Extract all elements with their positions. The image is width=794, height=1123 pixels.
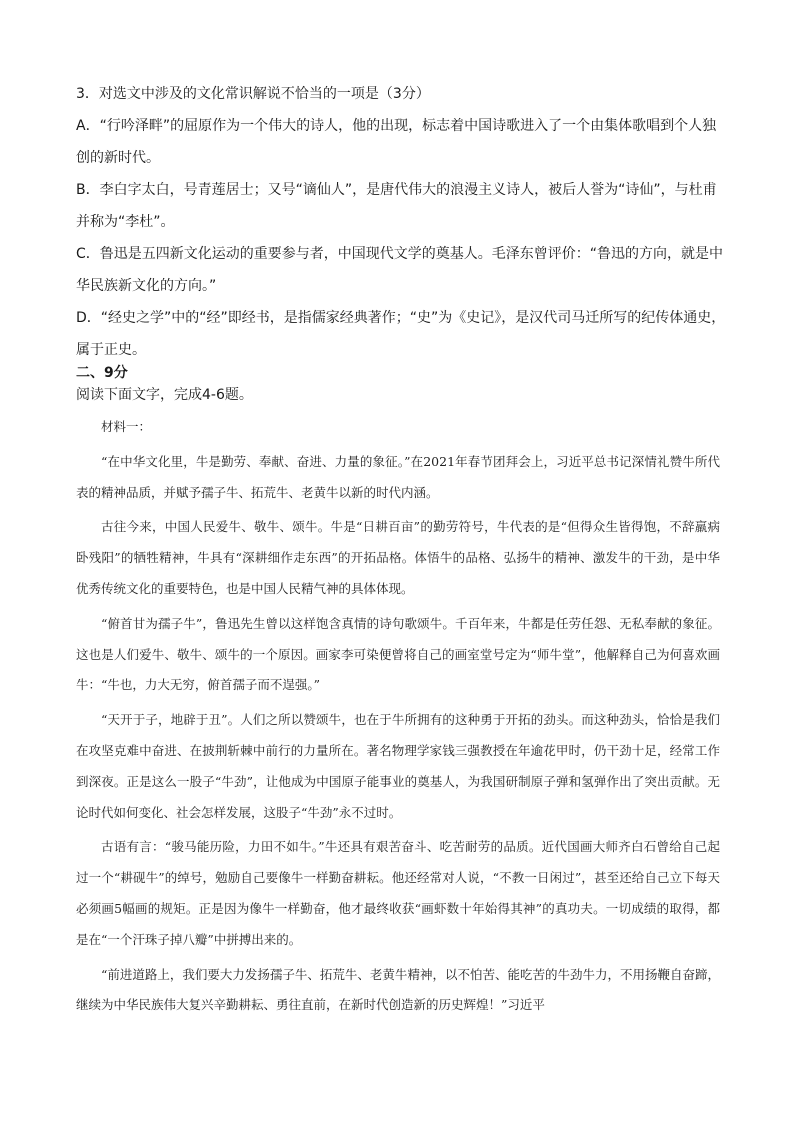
option-c: C．鲁迅是五四新文化运动的重要参与者，中国现代文学的奠基人。毛泽东曾评价：“鲁迅的方向，就是中华民族新文化的方向。” [76, 246, 724, 294]
material-1 [76, 412, 720, 1025]
material-1-label: 材料一： [101, 419, 152, 434]
section-2-instruction: 阅读下面文字，完成4-6题。 [76, 387, 253, 403]
material-paragraph: “俯首甘为孺子牛”，鲁迅先生曾以这样饱含真情的诗句歌颂牛。千百年来，牛都是任劳任怨、无私奉献的象征。这也是人们爱牛、敬牛、颂牛的一个原因。画家李可染便曾将自己的画室堂号定为“师牛堂”，他解释自己为何喜欢画牛：“牛也，力大无穷，俯首孺子而不逞强。” [76, 615, 720, 693]
question-3 [76, 78, 726, 366]
section-2-title: 二、9分 [76, 365, 128, 381]
question-3-title: 3．对选文中涉及的文化常识解说不恰当的一项是（3分） [76, 86, 430, 102]
option-b: B．李白字太白，号青莲居士；又号“谪仙人”，是唐代伟大的浪漫主义诗人，被后人誉为“诗仙”，与杜甫并称为“李杜”。 [76, 182, 717, 230]
material-paragraph: “前进道路上，我们要大力发扬孺子牛、拓荒牛、老黄牛精神，以不怕苦、能吃苦的牛劲牛力，不用扬鞭自奋蹄，继续为中华民族伟大复兴辛勤耕耘、勇往直前，在新时代创造新的历史辉煌！”习近平 [76, 966, 720, 1013]
material-paragraph: “在中华文化里，牛是勤劳、奉献、奋进、力量的象征。”在2021年春节团拜会上，习近平总书记深情礼赞牛所代表的精神品质，并赋予孺子牛、拓荒牛、老黄牛以新的时代内涵。 [76, 453, 720, 500]
option-d: D．“经史之学”中的“经”即经书，是指儒家经典著作；“史”为《史记》，是汉代司马迁所写的纪传体通史，属于正史。 [76, 310, 726, 358]
material-paragraph: “天开于子，地辟于丑”。人们之所以赞颂牛，也在于牛所拥有的这种勇于开拓的劲头。而这种劲头，恰恰是我们在攻坚克难中奋进、在披荆斩棘中前行的力量所在。著名物理学家钱三强教授在年逾花甲时，仍干劲十足，经常工作到深夜。正是这么一股子“牛劲”，让他成为中国原子能事业的奠基人，为我国研制原子弹和氢弹作出了突出贡献。无论时代如何变化、社会怎样发展，这股子“牛劲”永不过时。 [76, 712, 720, 820]
option-a: A．“行吟泽畔”的屈原作为一个伟大的诗人，他的出现，标志着中国诗歌进入了一个由集体歌唱到个人独创的新时代。 [76, 118, 717, 166]
section-2-header [76, 362, 726, 406]
material-paragraph: 古语有言：“骏马能历险，力田不如牛。”牛还具有艰苦奋斗、吃苦耐劳的品质。近代国画大师齐白石曾给自己起过一个“耕砚牛”的绰号，勉励自己要像牛一样勤奋耕耘。他还经常对人说，“不教一日闲过”，甚至还给自己立下每天必须画5幅画的规矩。正是因为像牛一样勤奋，他才最终收获“画虾数十年始得其神”的真功夫。一切成绩的取得，都是在“一个汗珠子掉八瓣”中拼搏出来的。 [76, 839, 720, 947]
material-paragraph: 古往今来，中国人民爱牛、敬牛、颂牛。牛是“日耕百亩”的勤劳符号，牛代表的是“但得众生皆得饱，不辞羸病卧残阳”的牺牲精神，牛具有“深耕细作走东西”的开拓品格。体悟牛的品格、弘扬牛的精神、激发牛的干劲，是中华优秀传统文化的重要特色，也是中国人民精气神的具体体现。 [76, 519, 720, 596]
